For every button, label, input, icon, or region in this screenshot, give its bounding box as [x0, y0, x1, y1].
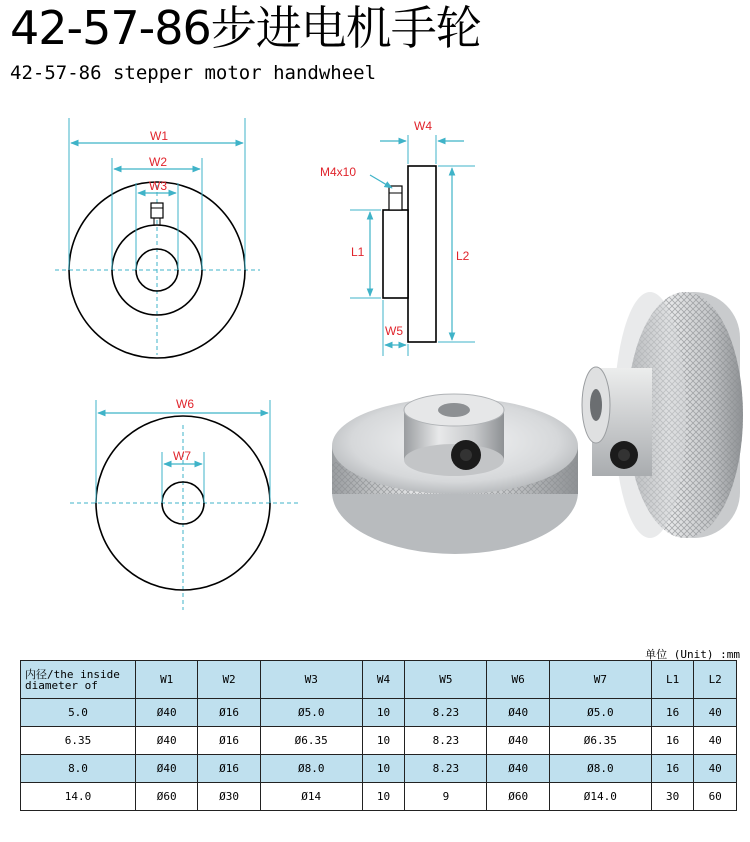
table-cell: Ø40 — [487, 727, 549, 755]
table-cell: 30 — [651, 783, 694, 811]
page-subtitle: 42-57-86 stepper motor handwheel — [10, 62, 377, 84]
table-cell: 16 — [651, 727, 694, 755]
table-cell: 8.23 — [405, 755, 487, 783]
table-cell: Ø60 — [487, 783, 549, 811]
spec-table — [20, 660, 737, 811]
table-cell: Ø6.35 — [549, 727, 651, 755]
label-screw: M4x10 — [320, 165, 357, 179]
table-cell: Ø5.0 — [260, 699, 362, 727]
header-w4: W4 — [362, 661, 405, 699]
table-cell: 10 — [362, 783, 405, 811]
table-cell: 8.23 — [405, 699, 487, 727]
header-w1: W1 — [136, 661, 198, 699]
label-w7: W7 — [173, 449, 191, 463]
table-cell: Ø14.0 — [549, 783, 651, 811]
unit-note: 单位 (Unit) :mm — [645, 648, 740, 661]
table-cell: 40 — [694, 755, 737, 783]
label-l2: L2 — [456, 249, 470, 263]
label-w6: W6 — [176, 397, 194, 411]
header-l1: L1 — [651, 661, 694, 699]
table-cell: Ø30 — [198, 783, 260, 811]
table-row — [21, 727, 737, 755]
table-cell: 8.23 — [405, 727, 487, 755]
table-cell: Ø16 — [198, 755, 260, 783]
table-cell: Ø16 — [198, 727, 260, 755]
table-header-row — [21, 661, 737, 699]
label-w4: W4 — [414, 119, 432, 133]
table-cell: Ø40 — [487, 755, 549, 783]
label-l1: L1 — [351, 245, 365, 259]
table-cell: 16 — [651, 755, 694, 783]
header-w5: W5 — [405, 661, 487, 699]
table-cell: 10 — [362, 699, 405, 727]
table-cell: 16 — [651, 699, 694, 727]
table-cell: 8.0 — [21, 755, 136, 783]
table-cell: Ø8.0 — [260, 755, 362, 783]
table-cell: 40 — [694, 727, 737, 755]
table-cell: Ø40 — [487, 699, 549, 727]
table-cell: 9 — [405, 783, 487, 811]
table-cell: Ø40 — [136, 727, 198, 755]
header-l2: L2 — [694, 661, 737, 699]
table-cell: 40 — [694, 699, 737, 727]
label-w2: W2 — [149, 155, 167, 169]
header-w7: W7 — [549, 661, 651, 699]
header-w2: W2 — [198, 661, 260, 699]
label-w1: W1 — [150, 129, 168, 143]
table-row — [21, 699, 737, 727]
header-w3: W3 — [260, 661, 362, 699]
table-cell: 60 — [694, 783, 737, 811]
side-view — [320, 119, 475, 356]
table-cell: 14.0 — [21, 783, 136, 811]
table-cell: Ø40 — [136, 699, 198, 727]
back-view — [70, 397, 300, 610]
table-row — [21, 783, 737, 811]
table-cell: 6.35 — [21, 727, 136, 755]
page-title: 42-57-86步进电机手轮 — [10, 1, 481, 55]
table-cell: 10 — [362, 727, 405, 755]
header-inner-diameter: 内径/the inside diameter of — [21, 661, 136, 699]
table-cell: 10 — [362, 755, 405, 783]
table-cell: Ø6.35 — [260, 727, 362, 755]
table-cell: Ø8.0 — [549, 755, 651, 783]
table-cell: Ø40 — [136, 755, 198, 783]
front-view — [55, 118, 260, 358]
label-w3: W3 — [149, 179, 167, 193]
label-w5: W5 — [385, 324, 403, 338]
table-cell: Ø5.0 — [549, 699, 651, 727]
table-cell: Ø60 — [136, 783, 198, 811]
table-cell: Ø16 — [198, 699, 260, 727]
table-cell: Ø14 — [260, 783, 362, 811]
table-cell: 5.0 — [21, 699, 136, 727]
table-row — [21, 755, 737, 783]
header-w6: W6 — [487, 661, 549, 699]
